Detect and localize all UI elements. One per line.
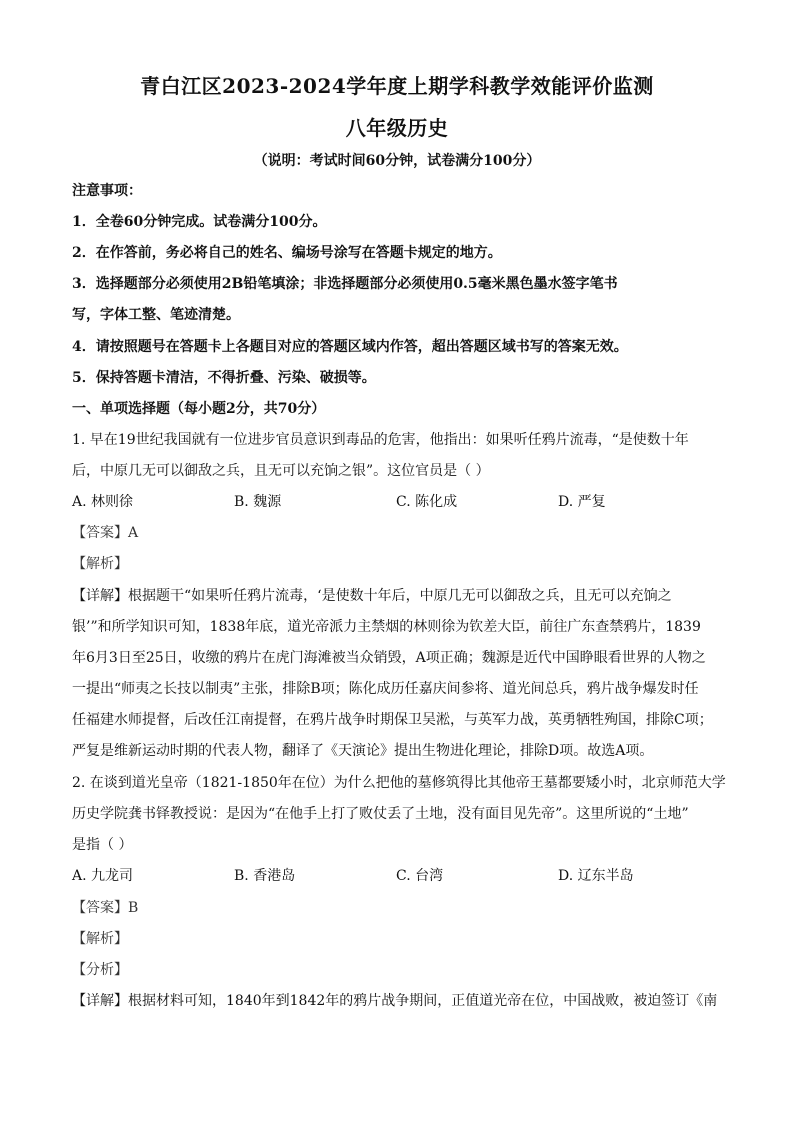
detail-text: 严复是维新运动时期的代表人物，翻译了《天演论》提出生物进化理论，排除D项。故选A项。: [72, 743, 654, 759]
question-stem: 后，中原几无可以御敌之兵，且无可以充饷之银”。这位官员是（ ）: [72, 463, 490, 479]
fenxi-label: 【分析】: [72, 962, 128, 978]
detail-text: 任福建水师提督，后改任江南提督，在鸦片战争时期保卫吴淞，与英军力战，英勇牺牲殉国，排除C项；: [72, 712, 713, 728]
answer-label: 【答案】B: [72, 900, 139, 916]
options-row: [72, 492, 732, 512]
notice-item: 3．选择题部分必须使用2B铅笔填涂；非选择题部分必须使用0.5毫米黑色墨水签字笔书: [72, 276, 618, 292]
question-stem: 是指（ ）: [72, 837, 133, 853]
exam-note: （说明：考试时间60分钟，试卷满分100分）: [253, 153, 541, 169]
option-b: B. 香港岛: [234, 868, 296, 884]
detail-text: 【详解】根据材料可知，1840年到1842年的鸦片战争期间，正值道光帝在位，中国战败，被迫签订《南: [72, 993, 718, 1009]
question-stem: 2. 在谈到道光皇帝（1821-1850年在位）为什么把他的墓修筑得比其他帝王墓都要矮小时，北京师范大学: [72, 775, 726, 791]
question-stem: 历史学院龚书铎教授说：是因为“在他手上打了败仗丢了土地，没有面目见先帝”。这里所说的“土地”: [72, 806, 689, 822]
page-title: 青白江区2023-2024学年度上期学科教学效能评价监测: [140, 74, 654, 98]
detail-text: 银’”和所学知识可知，1838年底，道光帝派力主禁烟的林则徐为钦差大臣，前往广东查禁鸦片，1839: [72, 619, 701, 635]
option-b: B. 魏源: [234, 494, 282, 510]
option-c: C. 台湾: [396, 868, 444, 884]
option-a: A. 九龙司: [72, 868, 134, 884]
section-heading: 一、单项选择题（每小题2分，共70分）: [72, 401, 326, 417]
notice-heading: 注意事项：: [72, 183, 142, 199]
detail-text: 年6月3日至25日，收缴的鸦片在虎门海滩被当众销毁，A项正确；魏源是近代中国睁眼看世界的人物之: [72, 650, 706, 666]
subject-title: 八年级历史: [345, 116, 449, 140]
option-c: C. 陈化成: [396, 494, 458, 510]
notice-item: 5．保持答题卡清洁，不得折叠、污染、破损等。: [72, 370, 376, 386]
notice-item: 写，字体工整、笔迹清楚。: [72, 307, 240, 323]
option-d: D. 辽东半岛: [558, 868, 634, 884]
analysis-label: 【解析】: [72, 556, 128, 572]
answer-label: 【答案】A: [72, 525, 139, 541]
notice-item: 4．请按照题号在答题卡上各题目对应的答题区域内作答，超出答题区域书写的答案无效。: [72, 339, 628, 355]
question-stem: 1. 早在19世纪我国就有一位进步官员意识到毒品的危害，他指出：如果听任鸦片流毒，“是使数十年: [72, 432, 689, 448]
option-d: D. 严复: [558, 494, 606, 510]
notice-item: 1．全卷60分钟完成。试卷满分100分。: [72, 214, 327, 230]
notice-item: 2．在作答前，务必将自己的姓名、编场号涂写在答题卡规定的地方。: [72, 245, 502, 261]
option-a: A. 林则徐: [72, 494, 134, 510]
options-row: [72, 866, 732, 886]
detail-text: 【详解】根据题干“如果听任鸦片流毒，‘是使数十年后，中原几无可以御敌之兵，且无可以充饷之: [72, 588, 672, 604]
detail-text: 一提出“师夷之长技以制夷”主张，排除B项；陈化成历任嘉庆间参将、道光间总兵，鸦片战争爆发时任: [72, 681, 699, 697]
analysis-label: 【解析】: [72, 931, 128, 947]
